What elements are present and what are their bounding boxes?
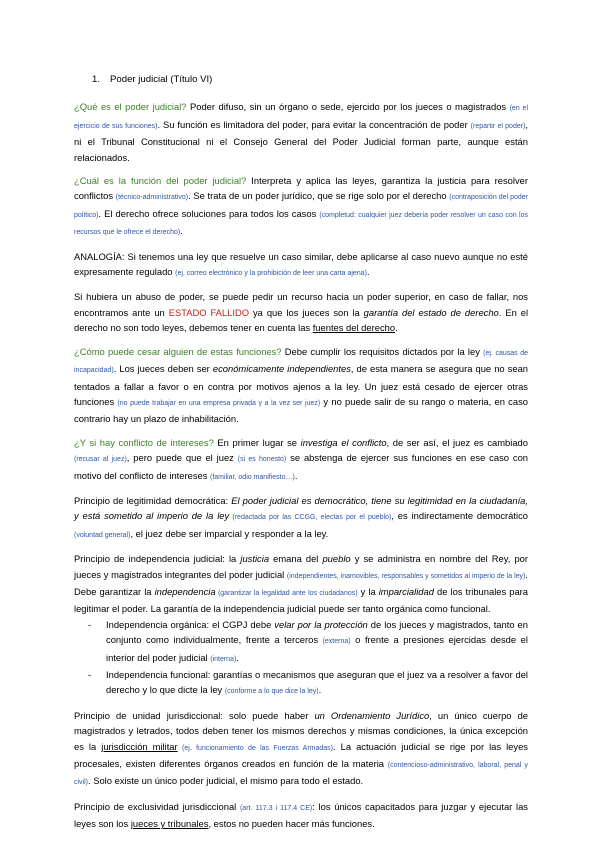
italic-text: pueblo <box>322 553 351 565</box>
text: . <box>180 225 183 237</box>
annotation: (en el ejercicio de sus funciones) <box>74 105 528 130</box>
heading-text: Poder judicial (Título VI) <box>110 74 213 85</box>
question: ¿Cuál es la función del poder judicial? <box>74 175 247 187</box>
independence-list <box>74 617 528 700</box>
text: . <box>395 322 398 334</box>
paragraph-independencia <box>74 551 528 617</box>
text: . <box>318 684 322 696</box>
paragraph-exclusividad <box>74 799 528 832</box>
annotation: (ej. correo electrónico y la prohibición de leer una carta ajena) <box>175 270 367 278</box>
paragraph-cesar <box>74 344 528 427</box>
text: ya que los jueces son la <box>249 306 364 318</box>
text: y se administra en nombre del Rey, por jueces y magistrados integrantes del poder judicial <box>74 553 528 580</box>
text: Poder difuso, sin un órgano o sede, ejercido por los jueces o magistrados <box>186 101 510 113</box>
text: Si hubiera un abuso de poder, se puede pedir un recurso hacia un poder superior, en caso de fallar, nos encontramos ante un <box>74 291 528 318</box>
text: Principio de exclusividad jurisdiccional <box>74 800 240 812</box>
annotation: (redactada por las CCGG, electas por el pueblo) <box>229 514 392 522</box>
text: . Solo existe un único poder judicial, el mismo para todo el estado. <box>88 775 364 787</box>
text: Interpreta y aplica las leyes, garantiza la justicia para resolver conflictos <box>74 175 528 202</box>
question: ¿Y si hay conflicto de intereses? <box>74 436 214 448</box>
italic-text: El poder judicial es democrático, tiene su legitimidad en la ciudadanía, y está sometido al imperio de la ley <box>74 494 528 522</box>
paragraph-conflicto <box>74 435 528 485</box>
estado-fallido-highlight: ESTADO FALLIDO <box>168 306 250 318</box>
section-heading <box>92 72 528 87</box>
text: , de ser así, el juez es cambiado <box>386 436 528 448</box>
annotation: (si es honesto) <box>237 456 287 464</box>
text: . <box>294 469 298 481</box>
text: , ni el Tribunal Constitucional ni el Consejo General del Poder Judicial forman parte, aunque están relacionados. <box>74 118 528 163</box>
text: . Se trata de un poder jurídico, que se rige solo por el derecho <box>188 190 450 202</box>
annotation: (interna) <box>210 655 237 663</box>
text: . Los jueces deben ser <box>113 363 213 375</box>
italic-text: garantía del estado de derecho <box>363 306 499 318</box>
text: . La actuación judicial se rige por las leyes procesales, existen diferentes órganos creados en función de la materia <box>74 740 528 770</box>
annotation: (conforme a lo que dice la ley) <box>224 688 319 696</box>
text: . En el derecho no son todo leyes, debemos tener en cuenta las <box>74 306 529 334</box>
paragraph-legitimidad <box>74 493 528 543</box>
text: En primer lugar se <box>213 436 301 448</box>
annotation: (familiar, odio manifiesto…) <box>210 473 295 481</box>
text: Independencia orgánica: el CGPJ debe <box>106 618 275 630</box>
text: : los únicos capacitados para juzgar y ejecutar las leyes son los <box>74 800 528 830</box>
paragraph-analogia <box>74 249 528 282</box>
list-item <box>74 617 528 667</box>
italic-text: económicamente independientes <box>212 363 351 375</box>
text: Principio de unidad jurisdiccional: solo puede haber <box>74 709 315 721</box>
text: , es indirectamente democrático <box>391 510 528 522</box>
text: y no puede salir de su rango o materia, en caso contrario hay un plazo de inhabilitación. <box>74 395 528 425</box>
document-page <box>74 72 528 840</box>
paragraph-abuso-poder <box>74 289 528 335</box>
text: Principio de legitimidad democrática: <box>74 494 232 506</box>
paragraph-unidad <box>74 708 528 791</box>
annotation: (contencioso-administrativo, laboral, penal y civil) <box>74 762 528 787</box>
text: se abstenga de ejercer sus funciones en ese caso con motivo del conflicto de intereses <box>74 452 529 481</box>
text: , pero puede que el juez <box>126 452 238 464</box>
heading-number: 1. <box>92 74 101 85</box>
text: , estos no pueden hacer más funciones. <box>208 818 375 830</box>
italic-text: un Ordenamiento Jurídico <box>314 709 430 721</box>
text: . Debe garantizar la <box>74 568 528 597</box>
text: o frente a presiones ejercidas desde el interior del poder judicial <box>106 634 528 663</box>
analogy-label: ANALOGÍA: <box>74 250 125 262</box>
text: . <box>366 266 370 278</box>
annotation: (art. 117.3 i 117.4 CE) <box>239 804 313 812</box>
text: , un único cuerpo de magistrados y letrados, todos deben tener los mismos derechos y mismas condiciones, la única excepción es la <box>74 709 528 752</box>
underlined-text: jueces y tribunales <box>130 818 209 830</box>
text: , de esta manera se asegura que no sean tentados a fallar a favor o en contra por motivos ajenos a la ley. Un juez está cesado de ejercer otras funciones <box>74 363 528 407</box>
text: y la <box>357 585 379 597</box>
paragraph-que-es <box>74 99 528 165</box>
text: Independencia funcional: garantías o mecanismos que aseguran que el juez va a resolver a favor del derecho y lo que dicte la ley <box>106 669 528 696</box>
text: Principio de independencia judicial: la <box>74 553 241 565</box>
annotation: (voluntad general) <box>74 531 131 539</box>
text: . El derecho ofrece soluciones para todos los casos <box>98 207 320 219</box>
italic-text: independencia <box>154 585 216 597</box>
text: . <box>236 651 239 663</box>
question: ¿Cómo puede cesar alguien de estas funciones? <box>74 345 282 357</box>
text: , el juez debe ser imparcial y responder a la ley. <box>130 527 329 539</box>
annotation: (garantizar la legalidad ante los ciudadanos) <box>215 589 358 597</box>
annotation: (ej. causas de incapacidad) <box>74 349 528 375</box>
paragraph-funcion <box>74 173 528 241</box>
annotation: (independientes, inamovibles, responsables y sometidos al imperio de la ley) <box>286 572 526 580</box>
italic-text: velar por la protección <box>274 618 368 630</box>
question: ¿Qué es el poder judicial? <box>74 101 187 113</box>
text: de los jueces y magistrados, tanto en conjunto como individualmente, frente a terceros <box>106 618 528 646</box>
italic-text: imparcialidad <box>378 585 434 597</box>
annotation: (contraposición del poder político) <box>74 194 529 219</box>
annotation: (repartir el poder) <box>470 122 526 130</box>
italic-text: justicia <box>240 553 270 565</box>
annotation: (completud: cualquier juez debería poder resolver un caso con los recursos que le ofrece el derecho) <box>74 211 528 237</box>
annotation: (ej. funcionamiento de las Fuerzas Armadas) <box>177 744 334 752</box>
annotation: (recusar al juez) <box>74 456 127 464</box>
text: de los tribunales para legitimar el poder. La garantía de la independencia judicial puede ser tanto orgánica como funcional. <box>74 585 528 615</box>
annotation: (no puede trabajar en una empresa privada y a la vez ser juez) <box>117 399 321 407</box>
underlined-text: fuentes del derecho <box>312 322 396 334</box>
text: Debe cumplir los requisitos dictados por la ley <box>281 345 484 357</box>
text: emana del <box>269 553 323 565</box>
italic-text: investiga el conflicto <box>300 436 387 448</box>
annotation: (externa) <box>322 638 351 646</box>
text: . Su función es limitadora del poder, para evitar la concentración de poder <box>157 118 471 130</box>
text: Si tenemos una ley que resuelve un caso similar, debe aplicarse al caso nuevo aunque no esté expresamente regulado <box>74 250 528 278</box>
underlined-text: jurisdicción militar <box>101 740 178 752</box>
annotation: (técnico-administrativo) <box>115 194 189 202</box>
list-item <box>74 667 528 700</box>
